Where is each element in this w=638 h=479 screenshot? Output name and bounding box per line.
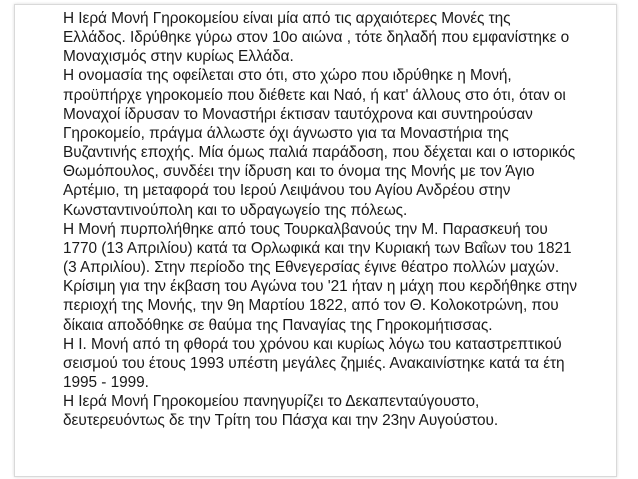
text-line: Γηροκομείο, πράγμα άλλωστε όχι άγνωστο για τα Μοναστήρια της [63,124,509,142]
text-line: προϋπήρχε γηροκομείο που διέθετε και Ναό, ή κατ' άλλους στο ότι, όταν οι [63,86,566,104]
text-line: Η Μονή πυρπολήθηκε από τους Τουρκαλβανούς την Μ. Παρασκευή του [63,220,548,238]
text-line: 1770 (13 Απριλίου) κατά τα Ορλωφικά και την Κυριακή των Βαΐων του 1821 [63,239,572,257]
text-line: Κωνσταντινούπολη και το υδραγωγείο της πόλεως. [63,201,408,219]
text-line: δίκαια αποδόθηκε σε θαύμα της Παναγίας της Γηροκομήτισσας. [63,316,493,334]
text-line: Η Ιερά Μονή Γηροκομείου είναι μία από τις αρχαιότερες Μονές της [63,10,511,27]
text-line: περιοχή της Μονής, την 9η Μαρτίου 1822, από τον Θ. Κολοκοτρώνη, που [63,297,559,315]
text-line: Μοναχισμός στην κυρίως Ελλάδα. [63,48,294,66]
text-line: Μοναχοί ίδρυσαν το Μοναστήρι έκτισαν ταυτόχρονα και συντηρούσαν [63,105,533,123]
text-line: Η Ιερά Μονή Γηροκομείου πανηγυρίζει το Δεκαπενταύγουστο, [63,393,480,411]
text-line: Αρτέμιο, τη μεταφορά του Ιερού Λειψάνου του Αγίου Ανδρέου στην [63,182,511,200]
text-line: δευτερευόντως δε την Τρίτη του Πάσχα και την 23ην Αυγούστου. [63,412,499,430]
text-line: (3 Απριλίου). Στην περίοδο της Εθνεγερσίας έγινε θέατρο πολλών μαχών. [63,259,560,277]
text-line: 1995 - 1999. [63,373,149,391]
text-line: Η ονομασία της οφείλεται στο ότι, στο χώρο που ιδρύθηκε η Μονή, [63,67,512,85]
text-line: Η Ι. Μονή από τη φθορά του χρόνου και κυρίως λόγω του καταστρεπτικού [63,335,562,353]
text-line: Ελλάδος. Ιδρύθηκε γύρω στον 10ο αιώνα , τότε δηλαδή που εμφανίστηκε ο [63,29,570,47]
text-line: Κρίσιμη για την έκβαση του Αγώνα του '21 ήταν η μάχη που κερδήθηκε στην [63,278,578,296]
text-line: Βυζαντινής εποχής. Μία όμως παλιά παράδοση, που δέχεται και ο ιστορικός [63,144,576,162]
text-line: Θωμόπουλος, συνδέει την ίδρυση και το όνομα της Μονής με τον Άγιο [63,163,535,181]
document-body [63,9,629,430]
text-line: σεισμού του έτους 1993 υπέστη μεγάλες ζημιές. Ανακαινίστηκε κατά τα έτη [63,354,565,372]
